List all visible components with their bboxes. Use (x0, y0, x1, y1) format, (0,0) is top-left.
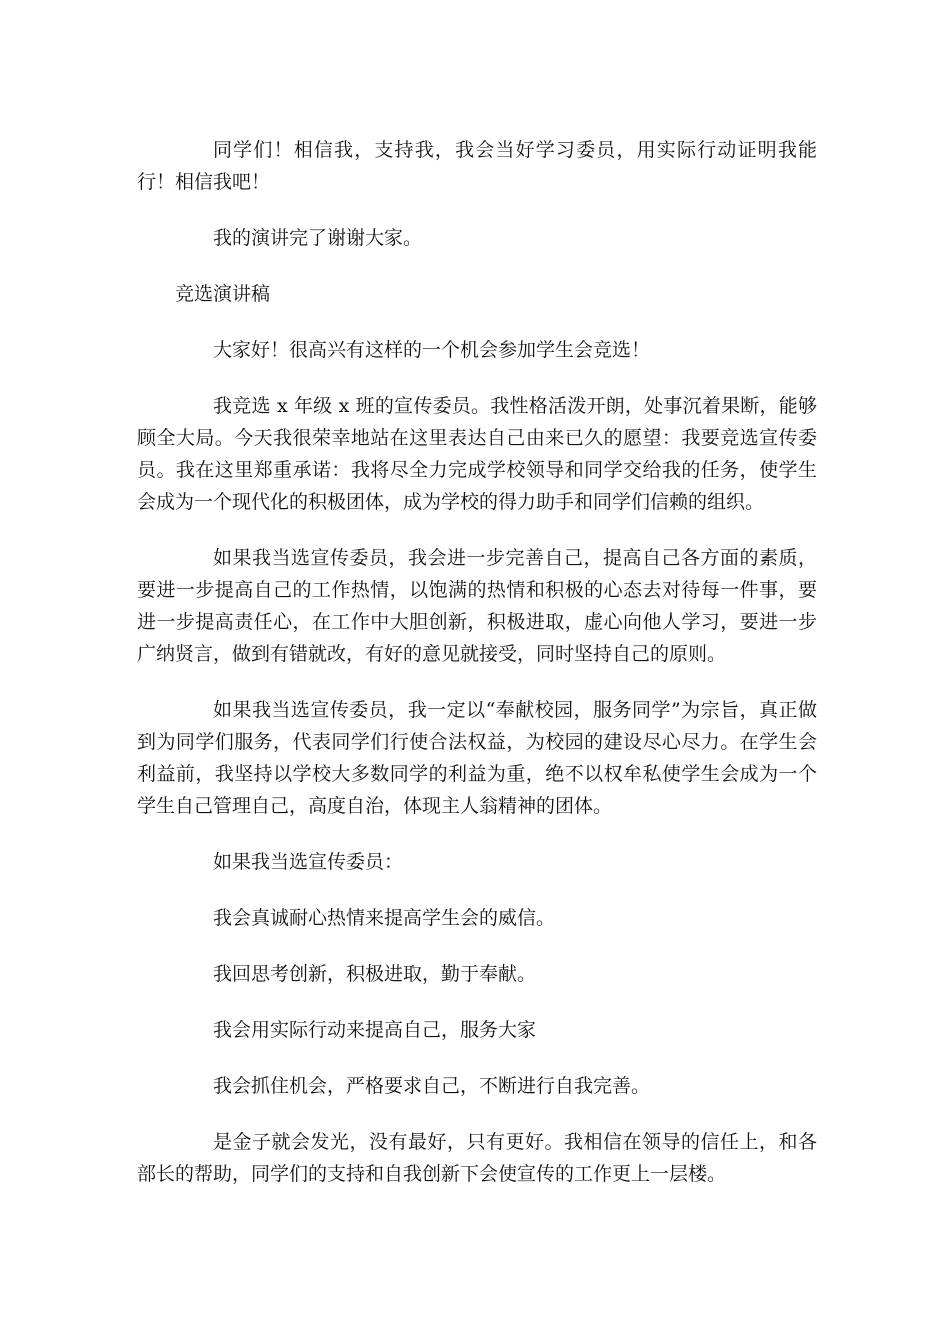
closing-appeal-paragraph: 同学们！相信我，支持我，我会当好学习委员，用实际行动证明我能行！相信我吧！ (137, 139, 817, 193)
speech-title: 竞选演讲稿 (175, 283, 271, 305)
conclusion-paragraph: 是金子就会发光，没有最好，只有更好。我相信在领导的信任上，和各部长的帮助，同学们的支持和自我创新下会使宣传的工作更上一层楼。 (137, 1131, 817, 1185)
greeting-paragraph: 大家好！很高兴有这样的一个机会参加学生会竞选！ (213, 339, 651, 361)
introduction-paragraph: 我竞选 x 年级 x 班的宣传委员。我性格活泼开朗，处事沉着果断，能够顾全大局。今天我很荣幸地站在这里表达自己由来已久的愿望：我要竞选宣传委员。我在这里郑重承诺：我将尽全力完成学校领导和同学交给我的任务，使学生会成为一个现代化的积极团体，成为学校的得力助手和同学们信赖的组织。 (137, 395, 817, 513)
self-improvement-paragraph: 如果我当选宣传委员，我会进一步完善自己，提高自己各方面的素质，要进一步提高自己的工作热情，以饱满的热情和积极的心态去对待每一件事，要进一步提高责任心，在工作中大胆创新，积极进取，虚心向他人学习，要进一步广纳贤言，做到有错就改，有好的意见就接受，同时坚持自己的原则。 (137, 547, 817, 665)
list-intro-paragraph: 如果我当选宣传委员： (213, 851, 404, 873)
document-body (137, 134, 817, 1214)
list-item: 我会真诚耐心热情来提高学生会的威信。 (213, 907, 556, 929)
service-paragraph: 如果我当选宣传委员，我一定以“奉献校园，服务同学”为宗旨，真正做到为同学们服务，代表同学们行使合法权益，为校园的建设尽心尽力。在学生会利益前，我坚持以学校大多数同学的利益为重，绝不以权牟私使学生会成为一个学生自己管理自己，高度自治，体现主人翁精神的团体。 (137, 699, 817, 817)
list-item: 我会用实际行动来提高自己，服务大家 (213, 1019, 537, 1041)
list-item: 我回思考创新，积极进取，勤于奉献。 (213, 963, 537, 985)
list-item: 我会抓住机会，严格要求自己，不断进行自我完善。 (213, 1075, 651, 1097)
thanks-paragraph: 我的演讲完了谢谢大家。 (213, 227, 423, 249)
